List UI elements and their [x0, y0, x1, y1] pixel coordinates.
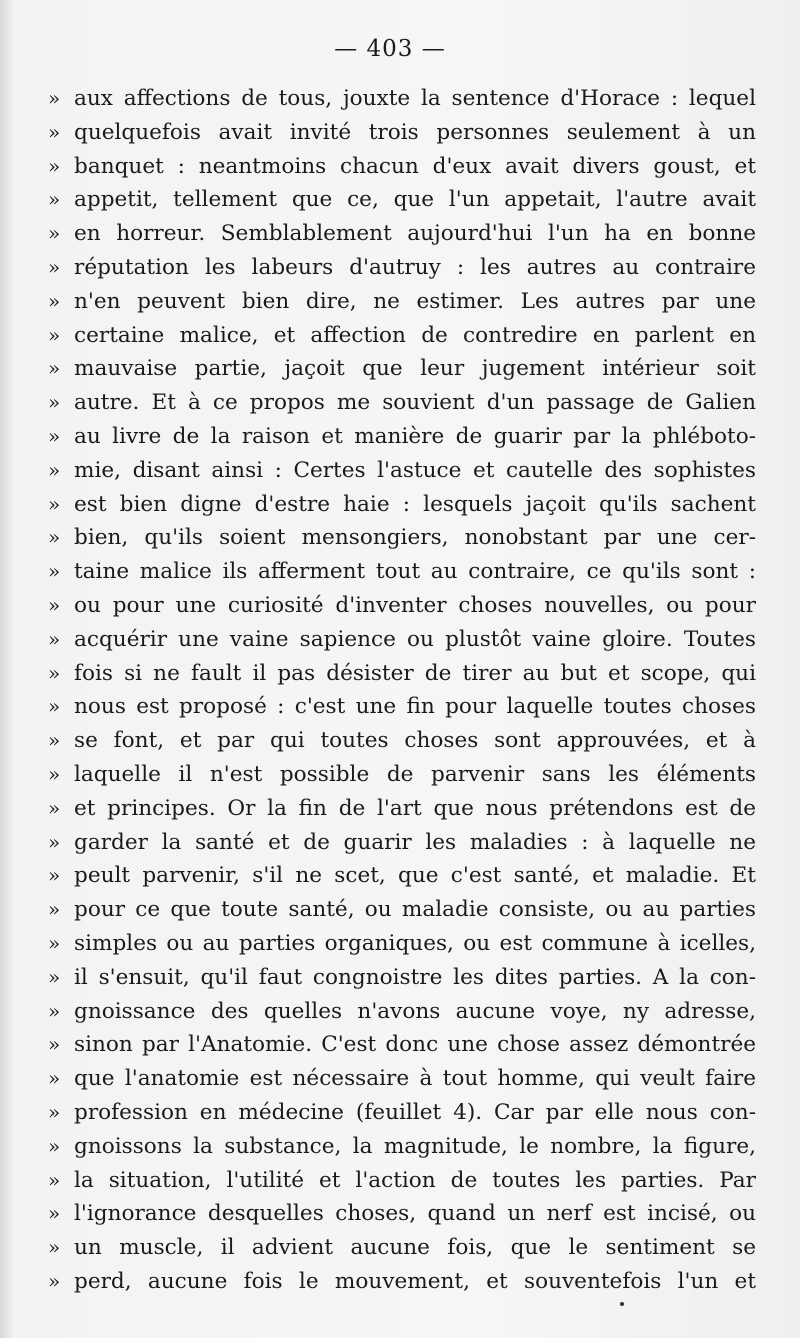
text-line: [48, 454, 760, 488]
line-text: se font, et par qui toutes choses sont approuvées, et à: [74, 728, 756, 754]
text-line: [48, 826, 760, 860]
line-text: autre. Et à ce propos me souvient d'un passage de Galien: [74, 390, 756, 416]
quote-mark: »: [48, 525, 61, 550]
line-text: taine malice ils afferment tout au contraire, ce qu'ils sont :: [74, 559, 756, 585]
quote-mark: »: [48, 221, 61, 246]
quote-mark: »: [48, 1066, 61, 1091]
text-line: [48, 1028, 760, 1062]
line-text: acquérir une vaine sapience ou plustôt vaine gloire. Toutes: [74, 626, 756, 652]
quote-mark: »: [48, 457, 61, 482]
line-text: quelquefois avait invité trois personnes seulement à un: [74, 119, 756, 145]
text-line: [48, 1265, 760, 1299]
quote-mark: »: [48, 119, 61, 144]
quote-mark: »: [48, 153, 61, 178]
line-text: bien, qu'ils soient mensongiers, nonobstant par une cer-: [74, 525, 756, 551]
quote-mark: »: [48, 660, 61, 685]
quote-mark: »: [48, 390, 61, 415]
quote-mark: »: [48, 1201, 61, 1226]
text-line: [48, 116, 760, 150]
text-line: [48, 589, 760, 623]
quote-mark: »: [48, 559, 61, 584]
text-line: [48, 724, 760, 758]
quote-mark: »: [48, 863, 61, 888]
text-line: [48, 1062, 760, 1096]
quote-mark: »: [48, 626, 61, 651]
line-text: certaine malice, et affection de contredire en parlent en: [74, 322, 756, 348]
page-number: — 403 —: [334, 36, 446, 62]
text-line: [48, 386, 760, 420]
text-line: [48, 251, 760, 285]
quote-mark: »: [48, 1167, 61, 1192]
quote-mark: »: [48, 761, 61, 786]
quote-mark: »: [48, 187, 61, 212]
text-line: [48, 995, 760, 1029]
text-line: [48, 217, 760, 251]
text-line: [48, 488, 760, 522]
quote-mark: »: [48, 897, 61, 922]
ink-speck: [620, 1302, 624, 1306]
line-text: pour ce que toute santé, ou maladie consiste, ou au parties: [74, 897, 756, 923]
quote-mark: »: [48, 1268, 61, 1293]
line-text: aux affections de tous, jouxte la sentence d'Horace : lequel: [74, 86, 756, 111]
quote-mark: »: [48, 1133, 61, 1158]
text-line: [48, 690, 760, 724]
text-line: [48, 1197, 760, 1231]
line-text: l'ignorance desquelles choses, quand un nerf est incisé, ou: [74, 1201, 756, 1227]
line-text: perd, aucune fois le mouvement, et souventefois l'un et: [74, 1268, 756, 1294]
text-line: [48, 1164, 760, 1198]
line-text: la situation, l'utilité et l'action de toutes les parties. Par: [74, 1167, 756, 1193]
text-line: [48, 352, 760, 386]
quote-mark: »: [48, 998, 61, 1023]
line-text: mauvaise partie, jaçoit que leur jugement intérieur soit: [74, 356, 756, 382]
text-line: [48, 82, 760, 116]
text-line: [48, 1096, 760, 1130]
quote-mark: »: [48, 728, 61, 753]
line-text: en horreur. Semblablement aujourd'hui l'un ha en bonne: [74, 221, 756, 247]
quote-mark: »: [48, 694, 61, 719]
quote-mark: »: [48, 423, 61, 448]
quote-mark: »: [48, 86, 61, 110]
line-text: laquelle il n'est possible de parvenir sans les éléments: [74, 761, 756, 787]
line-text: fois si ne fault il pas désister de tirer au but et scope, qui: [74, 660, 756, 686]
quote-mark: »: [48, 288, 61, 313]
line-text: banquet : neantmoins chacun d'eux avait divers goust, et: [74, 153, 756, 179]
line-text: profession en médecine (feuillet 4). Car par elle nous con-: [74, 1099, 756, 1125]
quote-mark: »: [48, 592, 61, 617]
line-text: sinon par l'Anatomie. C'est donc une chose assez démontrée: [74, 1032, 756, 1058]
line-text: n'en peuvent bien dire, ne estimer. Les autres par une: [74, 288, 756, 314]
text-line: [48, 1231, 760, 1265]
text-line: [48, 623, 760, 657]
text-line: [48, 859, 760, 893]
text-line: [48, 893, 760, 927]
text-line: [48, 521, 760, 555]
body-text: [48, 82, 760, 1299]
line-text: simples ou au parties organiques, ou est commune à icelles,: [74, 930, 756, 956]
line-text: appetit, tellement que ce, que l'un appetait, l'autre avait: [74, 187, 756, 213]
line-text: un muscle, il advient aucune fois, que le sentiment se: [74, 1235, 756, 1261]
quote-mark: »: [48, 930, 61, 955]
text-line: [48, 319, 760, 353]
quote-mark: »: [48, 1032, 61, 1057]
quote-mark: »: [48, 254, 61, 279]
text-line: [48, 150, 760, 184]
line-text: et principes. Or la fin de l'art que nous prétendons est de: [74, 795, 756, 821]
quote-mark: »: [48, 491, 61, 516]
line-text: mie, disant ainsi : Certes l'astuce et cautelle des sophistes: [74, 457, 756, 483]
line-text: gnoissance des quelles n'avons aucune voye, ny adresse,: [74, 998, 756, 1024]
text-line: [48, 183, 760, 217]
text-line: [48, 758, 760, 792]
text-line: [48, 420, 760, 454]
line-text: nous est proposé : c'est une fin pour laquelle toutes choses: [74, 694, 756, 720]
line-text: peult parvenir, s'il ne scet, que c'est santé, et maladie. Et: [74, 863, 756, 889]
line-text: il s'ensuit, qu'il faut congnoistre les dites parties. A la con-: [74, 964, 756, 990]
quote-mark: »: [48, 322, 61, 347]
quote-mark: »: [48, 1235, 61, 1260]
text-line: [48, 555, 760, 589]
text-line: [48, 285, 760, 319]
line-text: garder la santé et de guarir les maladies : à laquelle ne: [74, 829, 756, 855]
text-line: [48, 961, 760, 995]
text-line: [48, 1130, 760, 1164]
line-text: au livre de la raison et manière de guarir par la phléboto-: [74, 423, 756, 449]
quote-mark: »: [48, 829, 61, 854]
line-text: gnoissons la substance, la magnitude, le nombre, la figure,: [74, 1133, 756, 1159]
line-text: est bien digne d'estre haie : lesquels jaçoit qu'ils sachent: [74, 491, 756, 517]
quote-mark: »: [48, 964, 61, 989]
text-line: [48, 927, 760, 961]
quote-mark: »: [48, 1099, 61, 1124]
text-line: [48, 792, 760, 826]
quote-mark: »: [48, 356, 61, 381]
line-text: ou pour une curiosité d'inventer choses nouvelles, ou pour: [74, 592, 756, 618]
quote-mark: »: [48, 795, 61, 820]
text-line: [48, 657, 760, 691]
line-text: réputation les labeurs d'autruy : les autres au contraire: [74, 254, 756, 280]
line-text: que l'anatomie est nécessaire à tout homme, qui veult faire: [74, 1066, 756, 1092]
